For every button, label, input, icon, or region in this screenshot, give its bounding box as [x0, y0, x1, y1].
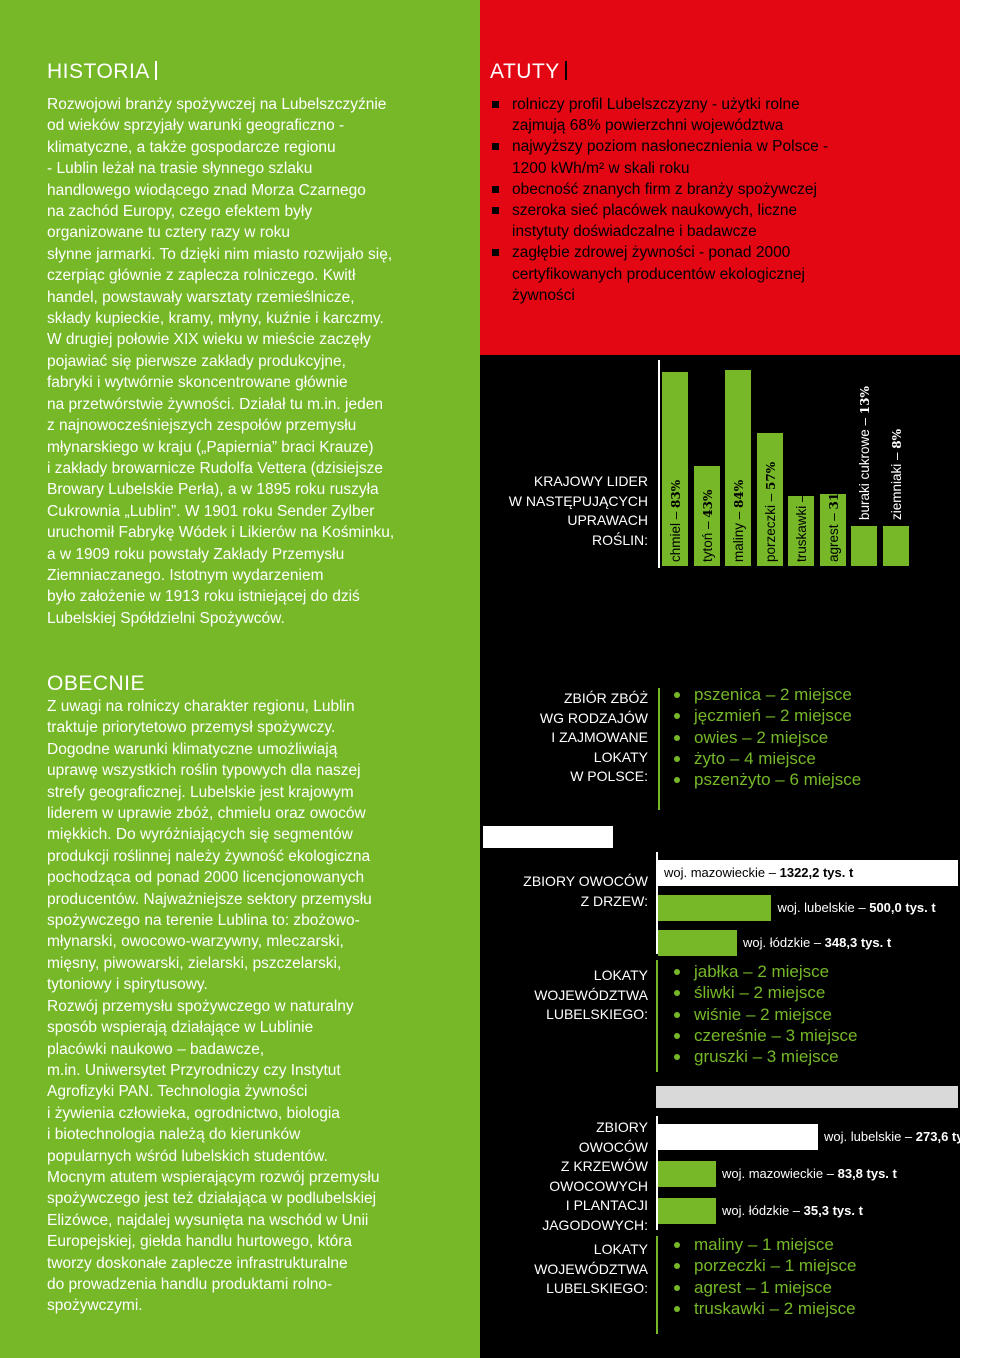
label-line: LUBELSKIEGO:: [546, 1280, 648, 1296]
text-line: uprawę wszystkich roślin typowych dla naszej: [47, 762, 361, 780]
grey-separator: [656, 1086, 958, 1108]
text-line: traktuje priorytetowo przemysł spożywczy.: [47, 719, 336, 737]
bar-label: porzeczki – 57%: [762, 461, 778, 562]
text-line: Europejskiej, giełda handlu hurtowego, która: [47, 1233, 353, 1251]
text-line: klimatyczne, a także gospodarcze regionu: [47, 138, 336, 156]
text-line: czerpiąc głównie z zaplecza rolniczego. Kwitł: [47, 267, 356, 285]
list-item-text: jęczmień – 2 miejsce: [694, 706, 852, 726]
bullet-dot-icon: [674, 1033, 680, 1039]
atuty-item-line: rolniczy profil Lubelszczyzny - użytki rolne: [512, 96, 800, 113]
text-line: miękkich. Do wyróżniających się segmentów: [47, 826, 353, 844]
bar-label: ziemniaki – 8%: [888, 428, 904, 520]
label-line: Z DRZEW:: [580, 892, 648, 909]
list-item: [672, 1046, 857, 1067]
text-line: z najnowocześniejszych zespołów przemysłu: [47, 417, 357, 435]
bullet-dot-icon: [674, 990, 680, 996]
text-line: Dogodne warunki klimatyczne umożliwiają: [47, 740, 338, 758]
historia-heading: HISTORIA: [47, 60, 157, 84]
hbar-label: woj. łódzkie – 35,3 tys. t: [722, 1203, 863, 1218]
text-line: na przetwórstwie żywności. Działał tu m.in. jeden: [47, 395, 383, 413]
drzewa-label: [488, 872, 648, 911]
list-item: [672, 684, 861, 705]
list-item-text: agrest – 1 miejsce: [694, 1277, 832, 1297]
text-line: młynarski, owocowo-warzywny, mleczarski,: [47, 933, 344, 951]
text-line: organizowane tu cztery razy w roku: [47, 224, 290, 242]
label-line: OWOCOWYCH: [549, 1177, 648, 1194]
bullet-dot-icon: [674, 735, 680, 741]
text-line: m.in. Uniwersytet Przyrodniczy czy Instytut: [47, 1061, 341, 1079]
list-item-text: gruszki – 3 miejsce: [694, 1047, 839, 1067]
text-line: produkcji roślinnej należy żywność ekologiczna: [47, 847, 371, 865]
list-item-text: pszenżyto – 6 miejsce: [694, 770, 862, 790]
text-line: i biotechnologia należą do kierunków: [47, 1126, 301, 1144]
list-item: [672, 1004, 857, 1025]
label-line: ZBIÓR ZBÓŻ: [564, 690, 648, 706]
zboza-list: [672, 684, 861, 790]
atuty-item-line: najwyższy poziom nasłonecznienia w Polsce -: [512, 138, 829, 156]
list-item: [672, 748, 861, 769]
atuty-item-line: certyfikowanych producentów ekologicznej: [512, 265, 805, 283]
list-item: [672, 769, 861, 790]
hbar-label: woj. mazowieckie – 83,8 tys. t: [722, 1166, 897, 1181]
text-line: Elizówce, najdalej wysunięta na wschód w Unii: [47, 1211, 369, 1229]
text-line: handlowego wiodącego znad Morza Czarnego: [47, 181, 366, 199]
list-item-text: porzeczki – 1 miejsce: [694, 1256, 857, 1276]
obecnie-text: [47, 696, 462, 1317]
list-item: [672, 961, 857, 982]
hbar-label: woj. mazowieckie – 1322,2 tys. t: [664, 865, 854, 880]
label-line: I ZAJMOWANE: [551, 729, 648, 745]
label-line: LOKATY: [593, 1241, 648, 1257]
text-line: było założenie w 1913 roku istniejącej do dziś: [47, 588, 360, 606]
obecnie-heading: OBECNIE: [47, 672, 146, 695]
bullet-dot-icon: [674, 1054, 680, 1060]
bar-label: maliny – 84%: [731, 479, 746, 562]
text-line: do prowadzenia handlu produktami rolno-: [47, 1275, 333, 1293]
bar-label: truskawki – 30%: [794, 462, 809, 562]
label-line: ZBIORY OWOCÓW: [523, 873, 648, 889]
bar-buraki-cukrowe: [851, 526, 877, 566]
text-line: od wieków sprzyjały warunki geograficzno -: [47, 117, 345, 135]
text-line: producentów. Najważniejsze sektory przemysłu: [47, 890, 372, 908]
hbar-label: woj. łódzkie – 348,3 tys. t: [743, 935, 892, 950]
lokaty2-divider: [656, 1236, 658, 1334]
white-separator: [483, 826, 613, 848]
atuty-item-line: zagłębie zdrowej żywności - ponad 2000: [512, 244, 791, 262]
atuty-heading: ATUTY: [490, 60, 567, 84]
list-item: [672, 1277, 857, 1298]
text-line: Rozwój przemysłu spożywczego w naturalny: [47, 997, 354, 1015]
hbar-2: [658, 1198, 716, 1224]
atuty-item-line: zajmują 68% powierzchni województwa: [512, 117, 784, 135]
text-line: na zachód Europy, czego efektem były: [47, 203, 313, 221]
text-line: Z uwagi na rolniczy charakter regionu, Lublin: [47, 698, 355, 715]
list-item-text: maliny – 1 miejsce: [694, 1235, 834, 1254]
hbar-2: [658, 930, 737, 956]
text-line: spożywczego na terenie Lublina to: zbożowo-: [47, 912, 360, 930]
hbar-label: woj. lubelskie – 500,0 tys. t: [777, 900, 936, 915]
list-item-text: śliwki – 2 miejsce: [694, 983, 826, 1003]
atuty-item-line: 1200 kWh/m² w skali roku: [512, 159, 690, 177]
bullet-dot-icon: [674, 1263, 680, 1269]
text-line: sposób wspierają działające w Lublinie: [47, 1019, 314, 1037]
label-line: WOJEWÓDZTWA: [534, 1260, 648, 1277]
text-line: spożywczymi.: [47, 1297, 143, 1315]
label-line: UPRAWACH: [567, 512, 648, 528]
leader-chart: [0, 0, 960, 580]
lokaty-label: [488, 966, 648, 1025]
text-line: składy kupieckie, kramy, młyny, kuźnie i karczmy.: [47, 310, 384, 328]
label-line: WOJEWÓDZTWA: [534, 986, 648, 1003]
text-line: Ziemniaczanego. Istotnym wydarzeniem: [47, 566, 324, 584]
bullet-dot-icon: [674, 692, 680, 698]
text-line: W drugiej połowie XIX wieku w mieście zaczęły: [47, 331, 371, 349]
text-line: słynne jarmarki. To dzięki nim miasto rozwijało się,: [47, 245, 393, 263]
label-line: ZBIORY: [596, 1119, 648, 1135]
label-line: ROŚLIN:: [591, 531, 648, 548]
bar-label: agrest – 31%: [825, 481, 841, 562]
text-line: tworzy doskonałe zaplecze infrastrukturalne: [47, 1254, 348, 1272]
list-item: [672, 705, 861, 726]
text-line: i żywienia człowieka, ogrodnictwo, biologia: [47, 1104, 340, 1122]
text-line: pojawiać się pierwsze zakłady produkcyjne,: [47, 352, 346, 370]
list-item: [672, 1025, 857, 1046]
list-item-text: wiśnie – 2 miejsce: [694, 1004, 832, 1024]
atuty-item-line: szeroka sieć placówek naukowych, liczne: [512, 202, 798, 220]
list-item: [672, 1298, 857, 1319]
bullet-dot-icon: [674, 756, 680, 762]
zboza-total-info: zbiór zbóż ogółem w mln ton 2,6 mln t (2 miejsce w Polsce): [618, 627, 822, 664]
krzewy-label: [488, 1118, 648, 1235]
text-line: handel, powstawały warsztaty rzemieślnicze,: [47, 288, 355, 306]
list-item: [672, 1255, 857, 1276]
list-item-text: truskawki – 2 miejsce: [694, 1298, 856, 1318]
label-line: Z KRZEWÓW: [560, 1158, 648, 1174]
label-line: W NASTĘPUJĄCYCH: [508, 492, 648, 509]
zboza-label: [488, 689, 648, 787]
text-line: i zakłady browarnicze Rudolfa Vettera (dzisiejsze: [47, 459, 383, 477]
text-line: pochodząca od ponad 2000 licencjonowanych: [47, 869, 365, 887]
list-item: [672, 727, 861, 748]
bullet-dot-icon: [674, 713, 680, 719]
bullet-dot-icon: [674, 1012, 680, 1018]
bullet-dot-icon: [674, 1242, 680, 1248]
bar-label: chmiel – 83%: [668, 479, 683, 562]
text-line: fabryki i wytwórnie skoncentrowane głównie: [47, 374, 348, 392]
chart-axis: [658, 360, 660, 568]
hbar-1: [658, 895, 771, 921]
lokaty-divider: [656, 960, 658, 1072]
hbar-0: [658, 1124, 818, 1150]
text-line: Cukrownia „Lublin”. W 1901 roku Sender Zylber: [47, 502, 375, 520]
bar-label: buraki cukrowe – 13%: [857, 386, 872, 520]
text-line: uruchomił Fabrykę Wódek i Likierów na Kośminku,: [47, 524, 395, 542]
bullet-dot-icon: [674, 969, 680, 975]
sady-info: powierzchnia sadów na Lubelszczyźnie 69 tys. ha (2 miejsce w Polsce): [589, 579, 851, 616]
text-line: spożywczego jest też działająca w podlubelskiej: [47, 1190, 377, 1208]
krzewy-list: [672, 1234, 857, 1319]
list-item: [672, 982, 857, 1003]
text-line: Rozwojowi branży spożywczej na Lubelszczyźnie: [47, 96, 387, 113]
list-item-text: jabłka – 2 miejsce: [694, 962, 830, 981]
label-line: OWOCÓW: [578, 1138, 648, 1155]
text-line: - Lublin leżał na trasie słynnego szlaku: [47, 160, 313, 178]
bar-ziemniaki: [883, 526, 909, 566]
list-item-text: pszenica – 2 miejsce: [694, 685, 852, 704]
bullet-dot-icon: [674, 1306, 680, 1312]
text-line: popularnych wśród lubelskich studentów.: [47, 1147, 328, 1165]
atuty-item-line: instytuty doświadczalne i badawcze: [512, 223, 757, 241]
text-line: tytoniowy i spirytusowy.: [47, 976, 208, 994]
text-line: młynarskiego w kraju („Papiernia” braci Krauze): [47, 438, 374, 456]
hbar-1: [658, 1161, 716, 1187]
bullet-dot-icon: [674, 1285, 680, 1291]
label-line: LOKATY: [593, 967, 648, 983]
text-line: mięsny, piwowarski, zielarski, pszczelarski,: [47, 954, 342, 972]
zboza-divider: [658, 688, 660, 810]
lokaty2-label: [488, 1240, 648, 1299]
list-item-text: żyto – 4 miejsce: [694, 748, 816, 768]
label-line: LOKATY: [593, 748, 648, 765]
bar-label: tytoń – 43%: [699, 489, 715, 562]
text-line: Browary Lubelskie Perła), a w 1895 roku ruszyła: [47, 481, 379, 499]
label-line: KRAJOWY LIDER: [533, 473, 648, 489]
list-item-text: czereśnie – 3 miejsce: [694, 1025, 858, 1045]
hbar-label: woj. lubelskie – 273,6 tys. t: [824, 1129, 982, 1144]
text-line: strefy geograficznej. Lubelskie jest krajowym: [47, 783, 354, 801]
bullet-dot-icon: [674, 777, 680, 783]
list-item: [672, 1234, 857, 1255]
text-line: Agrofizyki PAN. Technologia żywności: [47, 1083, 308, 1101]
label-line: I PLANTACJI: [565, 1197, 648, 1213]
drzewa-list: [672, 961, 857, 1067]
atuty-item-line: żywności: [512, 286, 575, 304]
label-line: W POLSCE:: [570, 768, 648, 784]
label-line: JAGODOWYCH:: [542, 1216, 648, 1233]
text-line: Mocnym atutem wspierającym rozwój przemysłu: [47, 1168, 380, 1186]
atuty-item-line: obecność znanych firm z branży spożywczej: [512, 180, 817, 198]
text-line: placówki naukowo – badawcze,: [47, 1040, 265, 1058]
label-line: LUBELSKIEGO:: [546, 1006, 648, 1022]
text-line: Lubelskiej Spółdzielni Spożywców.: [47, 609, 285, 627]
list-item-text: owies – 2 miejsce: [694, 727, 829, 747]
text-line: liderem w uprawie zbóż, chmielu oraz owoców: [47, 805, 366, 823]
label-line: WG RODZAJÓW: [539, 709, 648, 726]
text-line: a w 1909 roku powstały Zakłady Przemysłu: [47, 545, 345, 563]
